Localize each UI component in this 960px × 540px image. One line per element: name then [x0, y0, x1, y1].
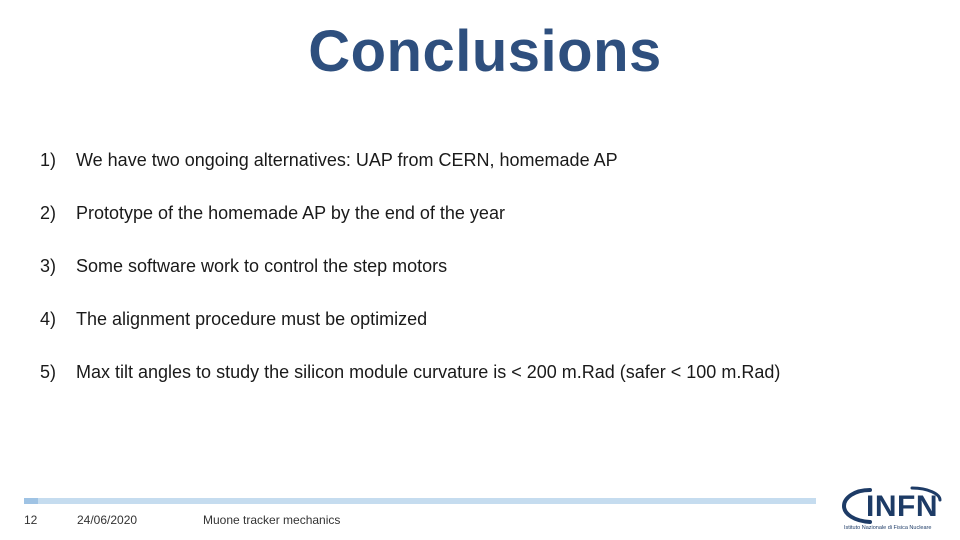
list-item: [40, 309, 780, 362]
list-number: 1): [40, 150, 57, 170]
list-item: [40, 203, 780, 256]
footer-divider: [24, 498, 816, 504]
list-number: 3): [40, 256, 57, 276]
list-item: [40, 256, 780, 309]
list-text: Some software work to control the step motors: [76, 256, 448, 276]
page-number: 12: [24, 513, 38, 527]
footer-divider-accent: [24, 498, 38, 504]
list-number: 5): [40, 362, 57, 382]
list-text: The alignment procedure must be optimized: [76, 309, 428, 329]
list-text: We have two ongoing alternatives: UAP from CERN, homemade AP: [76, 150, 618, 170]
list-number: 2): [40, 203, 57, 223]
list-item: [40, 150, 780, 203]
footer-date: 24/06/2020: [77, 513, 138, 527]
list-number: 4): [40, 309, 57, 329]
logo-wordmark: INFN: [866, 490, 938, 523]
footer-subject: Muone tracker mechanics: [203, 513, 341, 527]
list-text: Prototype of the homemade AP by the end of the year: [76, 203, 505, 223]
list-text: Max tilt angles to study the silicon module curvature is < 200 m.Rad (safer < 100 m.Rad): [76, 362, 781, 382]
list-item: [40, 362, 780, 415]
conclusions-list: [40, 150, 780, 415]
logo-tagline: Istituto Nazionale di Fisica Nucleare: [844, 525, 932, 531]
slide-title: Conclusions: [308, 19, 662, 84]
infn-logo: [840, 484, 944, 536]
